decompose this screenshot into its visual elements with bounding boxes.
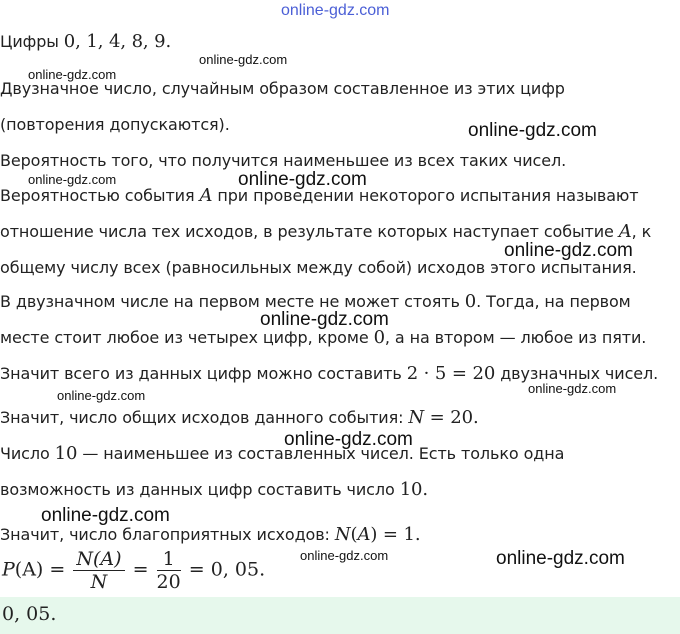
line-two-digit-number: Двузначное число, случайным образом составленное из этих цифр [0,79,565,98]
line-second-place [0,328,646,348]
text: Число [0,444,55,463]
math: A [199,185,213,206]
text: — наименьшее из составленных чисел. Есть только одна [77,444,565,463]
math: 0 [373,327,385,348]
fraction-na-over-n [73,548,124,593]
probability-formula [2,548,265,593]
line-one-way [0,480,428,500]
line-question: Вероятность того, что получится наименьшее из всех таких чисел. [0,151,567,170]
math: ) = 1. [370,524,421,545]
math: 10 [54,443,78,464]
math: 10. [399,479,429,500]
math: 0 [464,291,477,312]
math: 2 · 5 = 20 [406,363,496,384]
answer-value: 0, 05. [2,603,57,625]
fraction-denominator: 20 [156,571,181,593]
watermark: online-gdz.com [468,120,597,141]
header-watermark: online-gdz.com [281,2,390,19]
text: , к [631,222,652,241]
text: Вероятностью события [0,186,200,205]
watermark: online-gdz.com [504,240,633,261]
fraction-numerator: N(A) [73,548,124,571]
formula-p: P [2,558,15,581]
math: = 20. [424,407,479,428]
watermark: online-gdz.com [28,67,117,82]
line-total-outcomes [0,408,479,428]
watermark: online-gdz.com [199,52,288,67]
text: В двузначном числе на первом месте не может стоять [0,292,465,311]
math: 0, 1, 4, 8, 9. [63,31,172,52]
watermark: online-gdz.com [284,429,413,450]
text: Значит, число общих исходов данного события: [0,408,409,427]
math: N [408,407,425,428]
math: N [334,524,351,545]
math: A [618,221,632,242]
fraction-one-over-twenty [157,548,181,593]
formula-result: = 0, 05. [188,558,266,581]
watermark: online-gdz.com [41,505,170,526]
text: возможность из данных цифр составить число [0,480,400,499]
fraction-denominator: N [90,571,108,593]
line-favourable-outcomes [0,525,420,545]
text: Значит, число благоприятных исходов: [0,525,335,544]
watermark: online-gdz.com [28,172,117,187]
line-definition-cont [0,222,651,242]
line-repeats-allowed: (повторения допускаются). [0,115,230,134]
text: Значит всего из данных цифр можно составить [0,364,407,383]
math: ( [350,524,358,545]
formula-equals: = [132,558,149,581]
text: . Тогда, на первом [476,292,631,311]
text: Цифры [0,32,64,51]
line-smallest-number [0,444,564,464]
watermark: online-gdz.com [496,548,625,569]
fraction-numerator: 1 [157,548,181,571]
text: отношение числа тех исходов, в результате которых наступает событие [0,222,619,241]
watermark: online-gdz.com [528,381,617,396]
text: при проведении некоторого испытания называют [212,186,639,205]
line-definition-end: общему числу всех (равносильных между собой) исходов этого испытания. [0,258,637,277]
text: месте стоит любое из четырех цифр, кроме [0,328,374,347]
answer-box [0,597,680,634]
watermark: online-gdz.com [300,548,389,563]
text: , а на втором — любое из пяти. [384,328,647,347]
text: двузначных чисел. [495,364,659,383]
watermark: online-gdz.com [57,388,146,403]
watermark: online-gdz.com [238,169,367,190]
watermark: online-gdz.com [260,309,389,330]
line-digits [0,32,171,52]
formula-lhs: (A) = [14,558,66,581]
math: A [357,524,371,545]
